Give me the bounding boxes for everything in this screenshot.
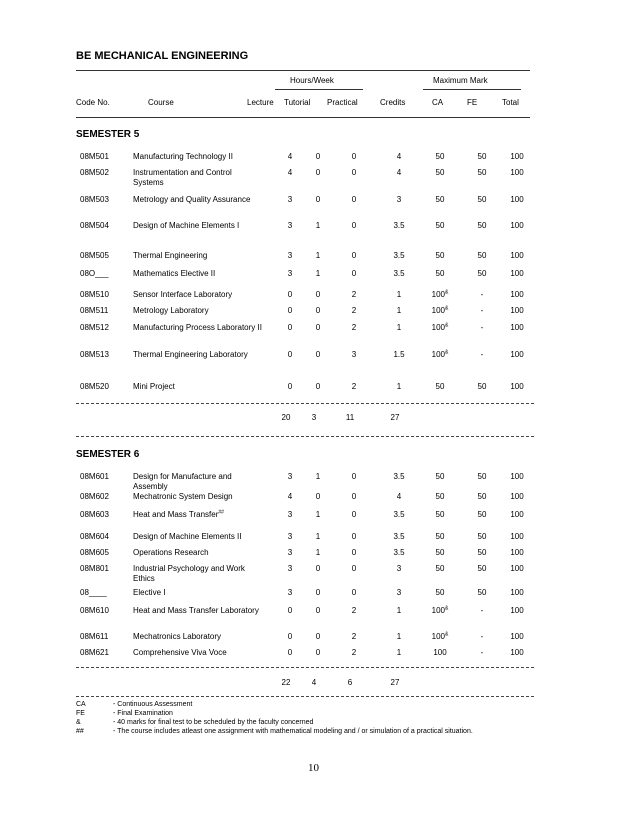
footnote-ca-text: - Continuous Assessment: [113, 701, 193, 708]
credits: 3: [396, 195, 402, 204]
total-mark: 100: [510, 548, 524, 557]
course-name: Operations Research: [133, 548, 209, 557]
ca-footnote-mark: &: [445, 631, 449, 638]
semester-5-total-credits: 27: [390, 413, 400, 422]
ca-mark-cell: [425, 492, 455, 502]
ca-mark: 50: [435, 195, 445, 204]
course-code: 08M610: [80, 606, 109, 615]
course-name-cell: [133, 269, 263, 279]
header-rule-bottom: [76, 117, 530, 118]
practical-hours: 0: [351, 152, 357, 161]
course-name: Manufacturing Process Laboratory II: [133, 323, 262, 332]
hours-underline: [275, 89, 363, 90]
ca-mark: 100: [431, 606, 445, 615]
total-mark: 100: [510, 492, 524, 501]
course-code: 08M604: [80, 532, 109, 541]
practical-hours: 0: [351, 195, 357, 204]
lecture-hours: 0: [287, 648, 293, 657]
practical-hours: 0: [351, 472, 357, 481]
ca-mark-cell: [425, 269, 455, 279]
course-name-cell: [133, 382, 263, 392]
ca-mark: 50: [435, 510, 445, 519]
practical-hours: 2: [351, 290, 357, 299]
tutorial-hours: 1: [315, 472, 321, 481]
course-name: Thermal Engineering: [133, 251, 208, 260]
ca-mark-cell: [425, 306, 455, 316]
ca-mark: 100: [433, 648, 447, 657]
ca-mark: 50: [435, 251, 445, 260]
course-name: Mini Project: [133, 382, 175, 391]
marks-underline: [423, 89, 521, 90]
ca-mark-cell: [425, 195, 455, 205]
fe-mark: 50: [477, 510, 487, 519]
practical-hours: 3: [351, 350, 357, 359]
credits: 4: [396, 492, 402, 501]
ca-mark: 100: [431, 632, 445, 641]
tutorial-hours: 1: [315, 251, 321, 260]
ca-mark: 50: [435, 532, 445, 541]
ca-mark-cell: [425, 532, 455, 542]
total-mark: 100: [510, 382, 524, 391]
credits: 4: [396, 168, 402, 177]
fe-mark: 50: [477, 221, 487, 230]
credits: 3.5: [393, 532, 405, 541]
ca-footnote-mark: &: [445, 605, 449, 612]
lecture-hours: 0: [287, 323, 293, 332]
ca-mark: 50: [435, 472, 445, 481]
ca-mark-cell: [425, 152, 455, 162]
fe-mark: -: [480, 290, 484, 299]
ca-mark-cell: [425, 510, 455, 520]
practical-hours: 0: [351, 532, 357, 541]
footnote-amp-key: &: [76, 719, 81, 726]
ca-mark-cell: [425, 648, 455, 658]
tutorial-hours: 0: [315, 350, 321, 359]
tutorial-hours: 0: [315, 492, 321, 501]
course-code: 08M605: [80, 548, 109, 557]
tutorial-hours: 1: [315, 532, 321, 541]
course-name-cell: [133, 532, 263, 542]
course-name-cell: [133, 350, 263, 360]
tutorial-hours: 0: [315, 564, 321, 573]
fe-mark: -: [480, 350, 484, 359]
fe-mark: 50: [477, 152, 487, 161]
footnote-fe-key: FE: [76, 710, 85, 717]
total-mark: 100: [510, 269, 524, 278]
tutorial-hours: 0: [315, 195, 321, 204]
ca-mark-cell: [425, 350, 455, 360]
semester-6-total-tutorial: 4: [311, 678, 317, 687]
lecture-hours: 3: [287, 564, 293, 573]
lecture-hours: 0: [287, 290, 293, 299]
semester-6-total-practical: 6: [347, 678, 353, 687]
credits: 3.5: [393, 269, 405, 278]
practical-hours: 2: [351, 306, 357, 315]
course-name: Manufacturing Technology II: [133, 152, 233, 161]
course-code: 08M801: [80, 564, 109, 573]
footnote-fe-text: - Final Examination: [113, 710, 173, 717]
fe-mark: -: [480, 632, 484, 641]
course-name: Metrology Laboratory: [133, 306, 209, 315]
credits: 1.5: [393, 350, 405, 359]
semester-5-end-rule: [76, 436, 534, 437]
lecture-hours: 3: [287, 510, 293, 519]
ca-mark-cell: [425, 632, 455, 642]
fe-mark: -: [480, 606, 484, 615]
ca-mark-cell: [425, 290, 455, 300]
course-name: Sensor Interface Laboratory: [133, 290, 233, 299]
course-name-cell: [133, 606, 263, 616]
course-name-cell: [133, 492, 263, 502]
total-mark: 100: [510, 323, 524, 332]
ca-footnote-mark: &: [445, 305, 449, 312]
course-name-cell: [133, 251, 263, 261]
fe-mark: 50: [477, 168, 487, 177]
tutorial-hours: 1: [315, 510, 321, 519]
ca-mark: 50: [435, 269, 445, 278]
course-name: Mechatronics Laboratory: [133, 632, 222, 641]
tutorial-hours: 1: [315, 548, 321, 557]
ca-mark: 50: [435, 548, 445, 557]
header-practical: Practical: [327, 98, 358, 107]
total-mark: 100: [510, 152, 524, 161]
ca-mark: 100: [431, 290, 445, 299]
ca-mark-cell: [425, 548, 455, 558]
ca-mark: 50: [435, 382, 445, 391]
course-name: Heat and Mass Transfer Laboratory: [133, 606, 259, 615]
total-mark: 100: [510, 532, 524, 541]
ca-mark: 50: [435, 221, 445, 230]
credits: 1: [396, 290, 402, 299]
course-name: Thermal Engineering Laboratory: [133, 350, 248, 359]
practical-hours: 0: [351, 251, 357, 260]
tutorial-hours: 0: [315, 648, 321, 657]
semester-5-total-lecture: 20: [281, 413, 291, 422]
course-name-cell: [133, 564, 263, 584]
lecture-hours: 3: [287, 472, 293, 481]
footnote-ca-key: CA: [76, 701, 86, 708]
credits: 1: [396, 648, 402, 657]
ca-mark: 50: [435, 492, 445, 501]
total-mark: 100: [510, 168, 524, 177]
total-mark: 100: [510, 648, 524, 657]
lecture-hours: 0: [287, 632, 293, 641]
course-name-cell: [133, 632, 263, 642]
header-fe: FE: [467, 98, 478, 107]
course-code: 08M510: [80, 290, 109, 299]
tutorial-hours: 0: [315, 632, 321, 641]
course-code: 08M503: [80, 195, 109, 204]
course-code: 08M621: [80, 648, 109, 657]
course-name: Instrumentation and Control Systems: [133, 168, 232, 187]
credits: 3.5: [393, 472, 405, 481]
course-code: 08M611: [80, 632, 109, 641]
course-code: 08M601: [80, 472, 109, 481]
course-code: 08M602: [80, 492, 109, 501]
course-name: Design of Machine Elements II: [133, 532, 242, 541]
fe-mark: -: [480, 648, 484, 657]
fe-mark: -: [480, 323, 484, 332]
ca-mark: 50: [435, 588, 445, 597]
course-name-cell: [133, 548, 263, 558]
ca-footnote-mark: &: [445, 322, 449, 329]
course-code: 08M505: [80, 251, 109, 260]
lecture-hours: 3: [287, 195, 293, 204]
header-tutorial: Tutorial: [284, 98, 311, 107]
credits: 3.5: [393, 221, 405, 230]
lecture-hours: 3: [287, 532, 293, 541]
practical-hours: 2: [351, 382, 357, 391]
course-code: 08M504: [80, 221, 109, 230]
credits: 3.5: [393, 251, 405, 260]
fe-mark: 50: [477, 532, 487, 541]
tutorial-hours: 0: [315, 306, 321, 315]
tutorial-hours: 1: [315, 221, 321, 230]
lecture-hours: 3: [287, 548, 293, 557]
ca-mark-cell: [425, 323, 455, 333]
course-name: Metrology and Quality Assurance: [133, 195, 251, 204]
total-mark: 100: [510, 290, 524, 299]
practical-hours: 0: [351, 492, 357, 501]
fe-mark: 50: [477, 564, 487, 573]
lecture-hours: 3: [287, 251, 293, 260]
tutorial-hours: 0: [315, 152, 321, 161]
ca-mark: 100: [431, 306, 445, 315]
lecture-hours: 0: [287, 382, 293, 391]
course-name-cell: [133, 168, 263, 188]
total-mark: 100: [510, 472, 524, 481]
footnote-hash-key: ##: [76, 728, 84, 735]
course-code: 08M502: [80, 168, 109, 177]
course-code: 08M512: [80, 323, 109, 332]
total-mark: 100: [510, 350, 524, 359]
course-name: Comprehensive Viva Voce: [133, 648, 227, 657]
header-course: Course: [148, 98, 174, 107]
course-code: 08____: [80, 588, 107, 597]
ca-mark-cell: [425, 472, 455, 482]
ca-footnote-mark: &: [445, 289, 449, 296]
header-rule-top: [76, 70, 530, 71]
course-name: Industrial Psychology and Work Ethics: [133, 564, 245, 583]
total-mark: 100: [510, 221, 524, 230]
course-name: Design of Machine Elements I: [133, 221, 240, 230]
semester-6-total-credits: 27: [390, 678, 400, 687]
footnote-hash-text: - The course includes atleast one assignment with mathematical modeling and / or simulation of a practical situation.: [113, 728, 473, 735]
course-code: 08M603: [80, 510, 109, 519]
total-mark: 100: [510, 251, 524, 260]
credits: 3.5: [393, 510, 405, 519]
ca-mark-cell: [425, 168, 455, 178]
header-total: Total: [502, 98, 519, 107]
credits: 1: [396, 382, 402, 391]
lecture-hours: 0: [287, 350, 293, 359]
credits: 1: [396, 306, 402, 315]
course-name: Mathematics Elective II: [133, 269, 216, 278]
course-name-cell: [133, 472, 263, 492]
lecture-hours: 4: [287, 168, 293, 177]
ca-mark-cell: [425, 588, 455, 598]
page-number: 10: [308, 762, 319, 774]
semester-6-end-rule: [76, 696, 534, 697]
lecture-hours: 3: [287, 221, 293, 230]
semester-6-total-lecture: 22: [281, 678, 291, 687]
credits: 1: [396, 606, 402, 615]
header-credits: Credits: [380, 98, 406, 107]
ca-mark: 50: [435, 564, 445, 573]
fe-mark: 50: [477, 195, 487, 204]
course-code: 08M513: [80, 350, 109, 359]
semester-6-title: SEMESTER 6: [76, 449, 140, 460]
credits: 4: [396, 152, 402, 161]
course-code: 08O___: [80, 269, 109, 278]
lecture-hours: 3: [287, 269, 293, 278]
course-name-cell: [133, 323, 263, 333]
practical-hours: 0: [351, 548, 357, 557]
fe-mark: 50: [477, 588, 487, 597]
fe-mark: -: [480, 306, 484, 315]
course-code: 08M511: [80, 306, 109, 315]
total-mark: 100: [510, 195, 524, 204]
credits: 1: [396, 323, 402, 332]
tutorial-hours: 0: [315, 606, 321, 615]
tutorial-hours: 0: [315, 168, 321, 177]
course-name: Heat and Mass Transfer: [133, 510, 219, 519]
course-code: 08M520: [80, 382, 109, 391]
ca-mark-cell: [425, 251, 455, 261]
practical-hours: 0: [351, 510, 357, 519]
tutorial-hours: 0: [315, 290, 321, 299]
ca-mark-cell: [425, 382, 455, 392]
lecture-hours: 0: [287, 306, 293, 315]
header-hours-week: Hours/Week: [290, 76, 334, 85]
tutorial-hours: 0: [315, 588, 321, 597]
lecture-hours: 4: [287, 492, 293, 501]
credits: 3: [396, 564, 402, 573]
header-lecture: Lecture: [247, 98, 274, 107]
ca-mark: 100: [431, 323, 445, 332]
course-name-cell: [133, 306, 263, 316]
document-title: BE MECHANICAL ENGINEERING: [76, 50, 249, 62]
fe-mark: 50: [477, 472, 487, 481]
ca-mark: 50: [435, 152, 445, 161]
footnote-amp-text: - 40 marks for final test to be scheduled by the faculty concerned: [113, 719, 314, 726]
total-mark: 100: [510, 510, 524, 519]
lecture-hours: 4: [287, 152, 293, 161]
practical-hours: 2: [351, 632, 357, 641]
ca-mark: 100: [431, 350, 445, 359]
fe-mark: 50: [477, 269, 487, 278]
practical-hours: 0: [351, 221, 357, 230]
practical-hours: 0: [351, 564, 357, 573]
fe-mark: 50: [477, 492, 487, 501]
header-maximum-mark: Maximum Mark: [433, 76, 488, 85]
total-mark: 100: [510, 588, 524, 597]
fe-mark: 50: [477, 548, 487, 557]
practical-hours: 0: [351, 269, 357, 278]
tutorial-hours: 0: [315, 323, 321, 332]
fe-mark: 50: [477, 251, 487, 260]
course-name-cell: [133, 510, 263, 520]
semester-5-rule: [76, 403, 534, 404]
practical-hours: 0: [351, 588, 357, 597]
semester-5-title: SEMESTER 5: [76, 129, 140, 140]
lecture-hours: 3: [287, 588, 293, 597]
course-name: Design for Manufacture and Assembly: [133, 472, 232, 491]
lecture-hours: 0: [287, 606, 293, 615]
practical-hours: 2: [351, 323, 357, 332]
course-name-cell: [133, 588, 263, 598]
fe-mark: 50: [477, 382, 487, 391]
total-mark: 100: [510, 606, 524, 615]
total-mark: 100: [510, 306, 524, 315]
header-code: Code No.: [76, 98, 110, 107]
course-code: 08M501: [80, 152, 109, 161]
course-name-cell: [133, 290, 263, 300]
course-name-cell: [133, 648, 263, 658]
ca-mark-cell: [425, 606, 455, 616]
ca-mark: 50: [435, 168, 445, 177]
course-name-cell: [133, 152, 263, 162]
course-footnote-mark: ##: [218, 509, 224, 516]
course-name-cell: [133, 221, 263, 231]
practical-hours: 2: [351, 606, 357, 615]
credits: 3: [396, 588, 402, 597]
course-name: Mechatronic System Design: [133, 492, 233, 501]
practical-hours: 0: [351, 168, 357, 177]
tutorial-hours: 1: [315, 269, 321, 278]
tutorial-hours: 0: [315, 382, 321, 391]
ca-mark-cell: [425, 221, 455, 231]
header-ca: CA: [432, 98, 444, 107]
credits: 3.5: [393, 548, 405, 557]
ca-footnote-mark: &: [445, 349, 449, 356]
ca-mark-cell: [425, 564, 455, 574]
semester-5-total-tutorial: 3: [311, 413, 317, 422]
credits: 1: [396, 632, 402, 641]
course-name-cell: [133, 195, 263, 205]
semester-5-total-practical: 11: [345, 413, 355, 422]
total-mark: 100: [510, 632, 524, 641]
course-name: Elective I: [133, 588, 166, 597]
semester-6-rule: [76, 667, 534, 668]
practical-hours: 2: [351, 648, 357, 657]
total-mark: 100: [510, 564, 524, 573]
